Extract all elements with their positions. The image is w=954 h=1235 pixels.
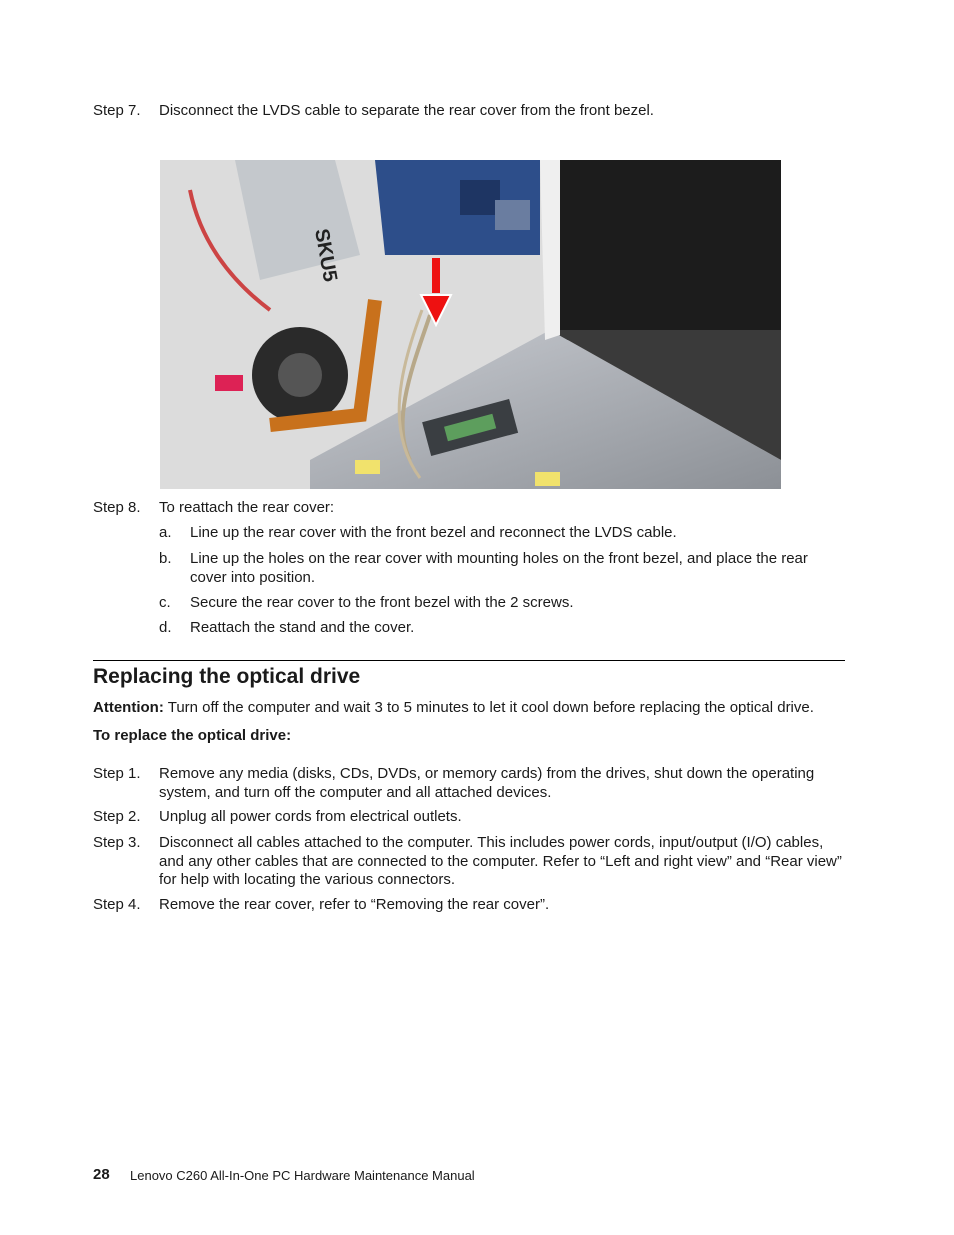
page-number: 28 bbox=[93, 1166, 110, 1183]
step-number: Step 8. bbox=[93, 499, 141, 516]
substep-c bbox=[159, 594, 845, 613]
attention-text: Turn off the computer and wait 3 to 5 minutes to let it cool down before replacing the optical drive. bbox=[163, 699, 814, 716]
step-3 bbox=[93, 834, 845, 890]
step-text: Remove any media (disks, CDs, DVDs, or memory cards) from the drives, shut down the operating system, and turn off the computer and all attached devices. bbox=[159, 765, 815, 801]
step-text: To reattach the rear cover: bbox=[159, 499, 335, 516]
substep-b bbox=[159, 550, 845, 587]
step-8 bbox=[93, 499, 845, 518]
substep-letter: b. bbox=[159, 550, 172, 567]
lvds-cable-photo bbox=[160, 160, 781, 489]
footer-title: Lenovo C260 All-In-One PC Hardware Maintenance Manual bbox=[130, 1168, 475, 1183]
substep-text: Line up the rear cover with the front bezel and reconnect the LVDS cable. bbox=[190, 524, 677, 541]
procedure-title bbox=[93, 727, 291, 746]
step-4 bbox=[93, 896, 845, 915]
step-number: Step 7. bbox=[93, 102, 141, 119]
step-number: Step 2. bbox=[93, 808, 141, 825]
substep-text: Reattach the stand and the cover. bbox=[190, 619, 415, 636]
step-1 bbox=[93, 765, 845, 802]
step-2 bbox=[93, 808, 845, 827]
step-text: Disconnect all cables attached to the computer. This includes power cords, input/output (I/O) cables, and any other cables that are connected to the computer. Refer to “Left and right view” and “Rear view” for help with locating the various connectors. bbox=[159, 834, 842, 888]
substep-letter: c. bbox=[159, 594, 171, 611]
step-text: Remove the rear cover, refer to “Removing the rear cover”. bbox=[159, 896, 550, 913]
step-7 bbox=[93, 102, 845, 121]
substep-a bbox=[159, 524, 845, 543]
attention-label: Attention: bbox=[93, 699, 164, 716]
substep-d bbox=[159, 619, 845, 638]
substep-letter: d. bbox=[159, 619, 172, 636]
step-number: Step 1. bbox=[93, 765, 141, 782]
step-number: Step 3. bbox=[93, 834, 141, 851]
attention-note bbox=[93, 699, 853, 718]
section-title: Replacing the optical drive bbox=[93, 665, 361, 688]
step-text: Unplug all power cords from electrical outlets. bbox=[159, 808, 462, 825]
sku-label: SKU5 bbox=[310, 227, 342, 284]
section-divider bbox=[93, 660, 845, 661]
step-number: Step 4. bbox=[93, 896, 141, 913]
step-text: Disconnect the LVDS cable to separate the rear cover from the front bezel. bbox=[159, 102, 654, 119]
substep-text: Line up the holes on the rear cover with mounting holes on the front bezel, and place the rear cover into position. bbox=[190, 550, 808, 586]
procedure-title-text: To replace the optical drive: bbox=[93, 727, 292, 744]
substep-text: Secure the rear cover to the front bezel with the 2 screws. bbox=[190, 594, 574, 611]
substep-letter: a. bbox=[159, 524, 172, 541]
